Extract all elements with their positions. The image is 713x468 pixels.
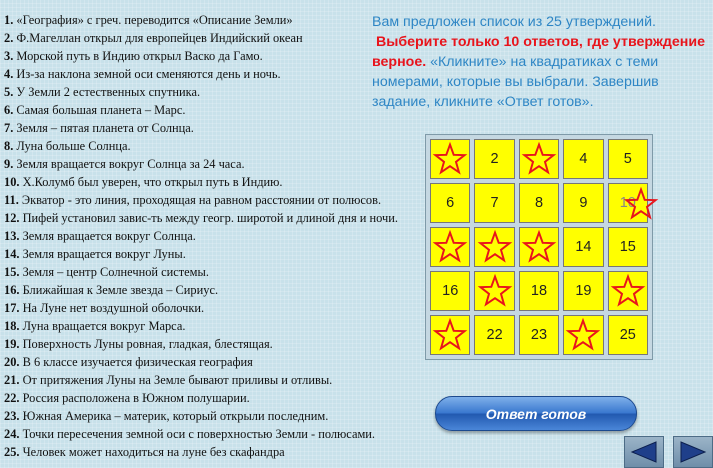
answer-cell-16[interactable]: [430, 271, 470, 311]
cell-number: 7: [490, 195, 499, 211]
statement-text: Человек может находиться на луне без скафандра: [19, 445, 285, 459]
statement-text: Ф.Магеллан открыл для европейцев Индийский океан: [13, 31, 303, 45]
statement-number: 21.: [4, 373, 20, 387]
statement-item: [4, 119, 429, 137]
answer-cell-23[interactable]: [519, 315, 559, 355]
answer-cell-22[interactable]: [474, 315, 514, 355]
answer-cell-12[interactable]: [474, 227, 514, 267]
statement-number: 19.: [4, 337, 20, 351]
statement-number: 25.: [4, 445, 20, 459]
answer-cell-9[interactable]: [563, 183, 603, 223]
instructions-highlight: Выберите только 10 ответов, где утверждение верное.: [372, 34, 705, 70]
statement-list: [4, 11, 429, 461]
answer-ready-label: Ответ готов: [485, 405, 587, 422]
statement-text: Земля – пятая планета от Солнца.: [13, 121, 194, 135]
statement-text: В 6 классе изучается физическая география: [19, 355, 253, 369]
statement-item: [4, 155, 429, 173]
cell-number: 2: [490, 151, 499, 167]
cell-number: 15: [619, 239, 636, 255]
statement-item: [4, 281, 429, 299]
answer-ready-button[interactable]: [435, 396, 637, 431]
statement-number: 24.: [4, 427, 20, 441]
statement-item: [4, 209, 429, 227]
statement-text: Экватор - это линия, проходящая на равном расстоянии от полюсов.: [18, 193, 382, 207]
statement-item: [4, 101, 429, 119]
statement-item: [4, 353, 429, 371]
statement-text: «География» с греч. переводится «Описание Земли»: [13, 13, 293, 27]
statement-number: 5.: [4, 85, 14, 99]
statement-number: 23.: [4, 409, 20, 423]
star-icon: [521, 229, 557, 265]
cell-number: 16: [442, 283, 459, 299]
statement-text: От притяжения Луны на Земле бывают приливы и отливы.: [19, 373, 333, 387]
statement-text: На Луне нет воздушной оболочки.: [19, 301, 205, 315]
statement-number: 3.: [4, 49, 14, 63]
cell-number: 10: [619, 195, 636, 211]
statement-text: Поверхность Луны ровная, гладкая, блестящая.: [19, 337, 273, 351]
statement-number: 18.: [4, 319, 20, 333]
statement-number: 1.: [4, 13, 14, 27]
statement-item: [4, 371, 429, 389]
statement-item: [4, 83, 429, 101]
answer-cell-25[interactable]: [608, 315, 648, 355]
star-icon: [565, 317, 601, 353]
statement-text: Из-за наклона земной оси сменяются день и ночь.: [13, 67, 281, 81]
statement-text: Россия расположена в Южном полушарии.: [19, 391, 250, 405]
answer-cell-11[interactable]: [430, 227, 470, 267]
statement-number: 13.: [4, 229, 20, 243]
statement-item: [4, 65, 429, 83]
statement-number: 7.: [4, 121, 14, 135]
next-arrow-icon: [679, 440, 707, 464]
star-icon: [432, 317, 468, 353]
cell-number: 18: [530, 283, 548, 299]
answer-cell-2[interactable]: [474, 139, 514, 179]
statement-text: Морской путь в Индию открыл Васко да Гамо.: [13, 49, 263, 63]
statement-item: [4, 245, 429, 263]
answer-cell-4[interactable]: [563, 139, 603, 179]
answer-cell-19[interactable]: [563, 271, 603, 311]
statement-text: Точки пересечения земной оси с поверхностью Земли - полюсами.: [19, 427, 376, 441]
statement-number: 20.: [4, 355, 20, 369]
cell-number: 23: [530, 327, 548, 343]
statement-text: Земля вращается вокруг Солнца.: [19, 229, 196, 243]
answer-cell-13[interactable]: [519, 227, 559, 267]
statement-text: Самая большая планета – Марс.: [13, 103, 186, 117]
statement-text: Земля вращается вокруг Солнца за 24 часа.: [13, 157, 245, 171]
statement-number: 6.: [4, 103, 14, 117]
cell-number: 6: [446, 195, 455, 211]
answer-grid: [425, 134, 653, 360]
statement-number: 17.: [4, 301, 20, 315]
statement-number: 16.: [4, 283, 20, 297]
star-icon: [521, 141, 557, 177]
statement-number: 9.: [4, 157, 14, 171]
statement-number: 10.: [4, 175, 20, 189]
statement-text: Х.Колумб был уверен, что открыл путь в Индию.: [19, 175, 283, 189]
star-icon: [477, 273, 513, 309]
statement-number: 8.: [4, 139, 14, 153]
statement-item: [4, 173, 429, 191]
answer-cell-14[interactable]: [563, 227, 603, 267]
cell-number: 14: [575, 239, 592, 255]
answer-cell-7[interactable]: [474, 183, 514, 223]
statement-number: 4.: [4, 67, 14, 81]
cell-number: 8: [534, 195, 544, 211]
star-icon: [623, 186, 659, 222]
answer-cell-6[interactable]: [430, 183, 470, 223]
instructions-intro: Вам предложен список из 25 утверждений.: [372, 14, 656, 30]
answer-cell-17[interactable]: [474, 271, 514, 311]
statement-item: [4, 263, 429, 281]
answer-cell-8[interactable]: [519, 183, 559, 223]
statement-number: 14.: [4, 247, 20, 261]
statement-item: [4, 137, 429, 155]
statement-text: Южная Америка – материк, который открыли последним.: [19, 409, 329, 423]
statement-number: 11.: [4, 193, 19, 207]
statement-text: Земля вращается вокруг Луны.: [19, 247, 186, 261]
statement-text: Пифей установил завис-ть между геогр. широтой и длиной дня и ночи.: [19, 211, 398, 225]
statement-text: Ближайшая к Земле звезда – Сириус.: [19, 283, 219, 297]
cell-number: 4: [579, 151, 588, 167]
cell-number: 19: [575, 283, 592, 299]
answer-cell-20[interactable]: [608, 271, 648, 311]
instructions: [372, 12, 708, 112]
cell-number: 5: [623, 151, 632, 167]
statement-item: [4, 407, 429, 425]
answer-cell-18[interactable]: [519, 271, 559, 311]
cell-number: 25: [619, 327, 636, 343]
statement-item: [4, 299, 429, 317]
star-icon: [432, 141, 468, 177]
statement-text: У Земли 2 естественных спутника.: [13, 85, 201, 99]
statement-item: [4, 389, 429, 407]
statement-text: Луна вращается вокруг Марса.: [19, 319, 186, 333]
statement-text: Луна больше Солнца.: [13, 139, 131, 153]
answer-cell-1[interactable]: [430, 139, 470, 179]
prev-arrow-icon: [630, 440, 658, 464]
answer-cell-24[interactable]: [563, 315, 603, 355]
statement-item: [4, 443, 429, 461]
answer-cell-21[interactable]: [430, 315, 470, 355]
cell-number: 22: [486, 327, 503, 343]
cell-number: 9: [579, 195, 588, 211]
statement-item: [4, 425, 429, 443]
statement-item: [4, 47, 429, 65]
statement-item: [4, 227, 429, 245]
statement-item: [4, 335, 429, 353]
statement-number: 22.: [4, 391, 20, 405]
answer-cell-15[interactable]: [608, 227, 648, 267]
answer-cell-10[interactable]: [608, 183, 648, 223]
answer-cell-5[interactable]: [608, 139, 648, 179]
statement-text: Земля – центр Солнечной системы.: [19, 265, 209, 279]
instructions-detail: «Кликните» на квадратиках с теми номерами, которые вы выбрали. Завершив задание, кликните «Ответ готов».: [372, 54, 659, 110]
statement-item: [4, 11, 429, 29]
star-icon: [610, 273, 646, 309]
statement-number: 2.: [4, 31, 14, 45]
prev-button[interactable]: [624, 436, 664, 468]
statement-item: [4, 317, 429, 335]
statement-number: 15.: [4, 265, 20, 279]
statement-item: [4, 191, 429, 209]
answer-cell-3[interactable]: [519, 139, 559, 179]
star-icon: [477, 229, 513, 265]
statement-number: 12.: [4, 211, 20, 225]
star-icon: [432, 229, 468, 265]
statement-item: [4, 29, 429, 47]
next-button[interactable]: [673, 436, 713, 468]
